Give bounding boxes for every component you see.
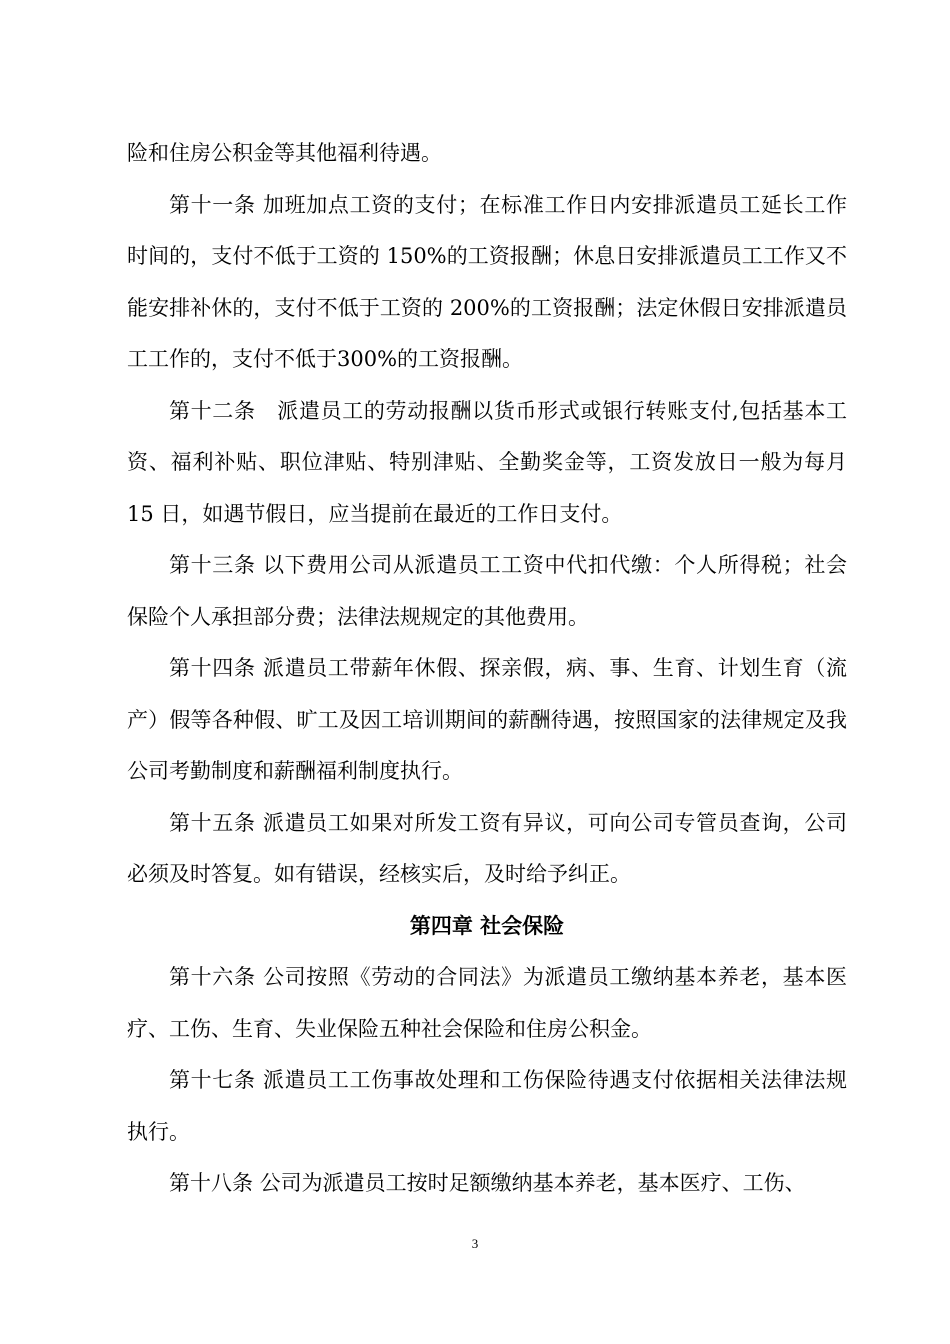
- document-body: [127, 128, 847, 1210]
- paragraph-article-17: 第十七条 派遣员工工伤事故处理和工伤保险待遇支付依据相关法律法规执行。: [127, 1068, 847, 1144]
- paragraph-article-16: 第十六条 公司按照《劳动的合同法》为派遣员工缴纳基本养老，基本医疗、工伤、生育、失业保险五种社会保险和住房公积金。: [127, 965, 847, 1041]
- paragraph-article-13: 第十三条 以下费用公司从派遣员工工资中代扣代缴：个人所得税；社会保险个人承担部分费；法律法规规定的其他费用。: [127, 553, 847, 629]
- paragraph-article-11: 第十一条 加班加点工资的支付；在标准工作日内安排派遣员工延长工作时间的，支付不低于工资的 150%的工资报酬；休息日安排派遣员工工作又不能安排补休的，支付不低于工资的 200%的工资报酬；法定休假日安排派遣员工工作的，支付不低于300%的工资报酬。: [127, 192, 847, 371]
- paragraph-article-15: 第十五条 派遣员工如果对所发工资有异议，可向公司专管员查询，公司必须及时答复。如有错误，经核实后，及时给予纠正。: [127, 810, 847, 886]
- paragraph-continuation: 险和住房公积金等其他福利待遇。: [127, 141, 442, 165]
- paragraph-article-18: 第十八条 公司为派遣员工按时足额缴纳基本养老，基本医疗、工伤、: [169, 1171, 806, 1195]
- paragraph-article-12: 第十二条 派遣员工的劳动报酬以货币形式或银行转账支付,包括基本工资、福利补贴、职位津贴、特别津贴、全勤奖金等，工资发放日一般为每月 15 日，如遇节假日，应当提前在最近的工作日支付。: [127, 398, 847, 526]
- chapter-heading: 第四章 社会保险: [409, 913, 565, 938]
- paragraph-article-14: 第十四条 派遣员工带薪年休假、探亲假，病、事、生育、计划生育（流产）假等各种假、旷工及因工培训期间的薪酬待遇，按照国家的法律规定及我公司考勤制度和薪酬福利制度执行。: [127, 656, 847, 783]
- page-number: 3: [471, 1236, 479, 1251]
